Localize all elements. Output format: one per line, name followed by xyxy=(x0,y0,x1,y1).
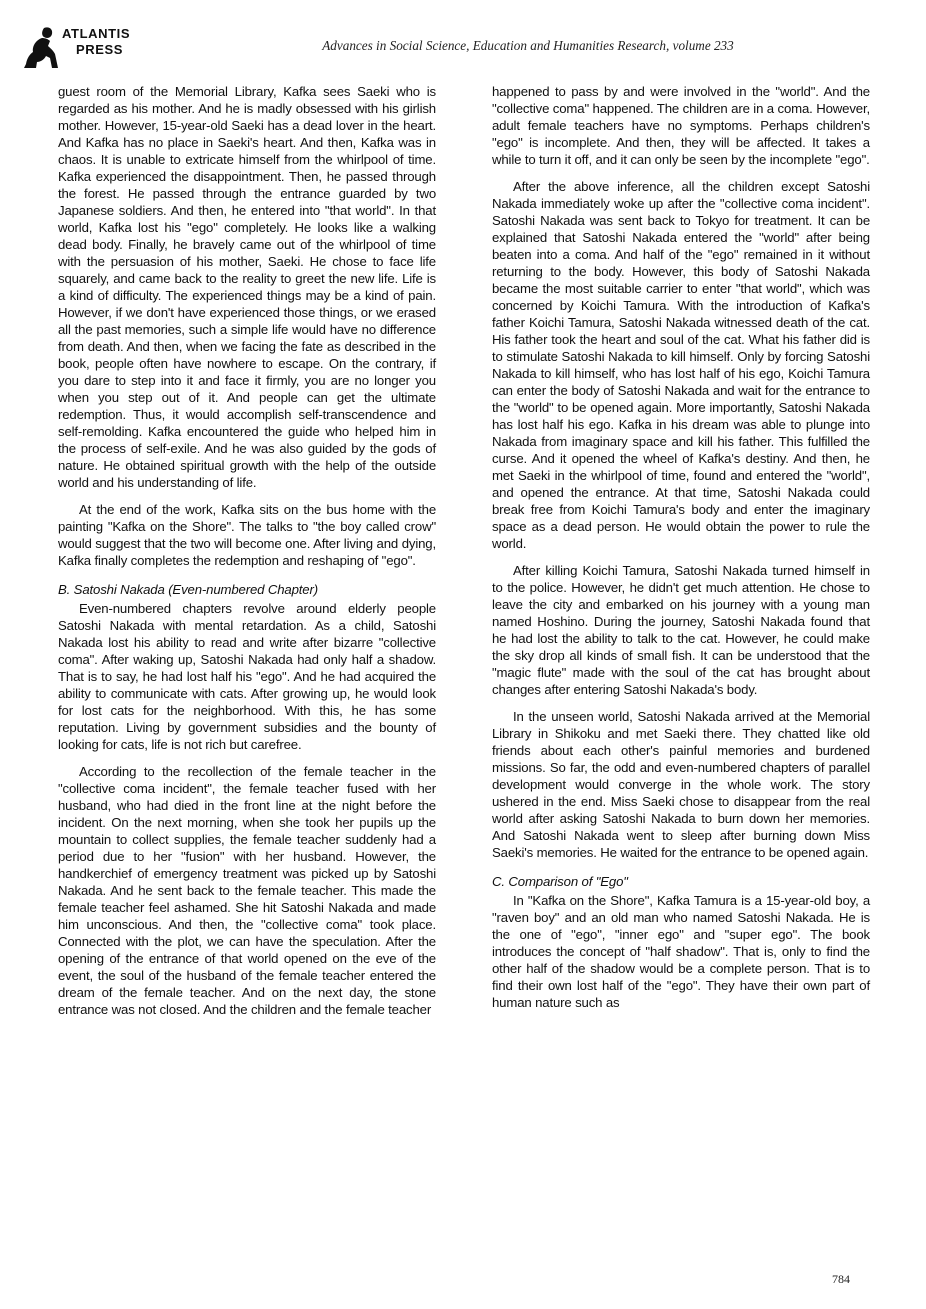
page-header xyxy=(0,0,926,75)
left-paragraph-4: According to the recollection of the female teacher in the "collective coma incident", the female teacher fused with her husband, who had died in the front line at the night before the incident. On the next morning, when she took her pupils up the mountain to collect supplies, the female teacher suddenly had a period due to her "fusion" with her husband. However, the handkerchief of emergency treatment was picked up by Satoshi Nakada. And he sent back to the female teacher. This made the female teacher feel ashamed. She hit Satoshi Nakada and made him unconscious. And then, the "collective coma" took place. Connected with the plot, we can have the speculation. After the opening of the entrance of that world opened on the eve of the event, the soul of the husband of the female teacher entered the dream of the female teacher. And on the next day, the stone entrance was not closed. And the children and the female teacher xyxy=(58,764,436,1017)
right-column xyxy=(492,83,870,1021)
left-column xyxy=(58,83,436,1028)
right-paragraph-1: happened to pass by and were involved in the "world". And the "collective coma" happened. The children are in a coma. However, adult female teachers have no symptoms. Perhaps children's "ego" is incomplete. And then, they will be affected. It takes a while to turn it off, and it can only be seen by the incomplete "ego". xyxy=(492,84,870,167)
section-heading-c: C. Comparison of "Ego" xyxy=(492,874,628,889)
journal-title: Advances in Social Science, Education and Humanities Research, volume 233 xyxy=(322,38,734,53)
atlantis-press-logo xyxy=(22,24,142,70)
right-paragraph-2: After the above inference, all the children except Satoshi Nakada immediately woke up after the "collective coma incident". Satoshi Nakada was sent back to Tokyo for treatment. It can be explained that Satoshi Nakada entered the "world" after being beaten into a coma. And half of the "ego" remained in it without returning to the body. However, this body of Satoshi Nakada became the most suitable carrier to enter "that world", which was concerned by Koichi Tamura. With the introduction of Kafka's father Koichi Tamura, Satoshi Nakada witnessed death of the cat. His father took the heart and soul of the cat. What his father did is to stimulate Satoshi Nakada to kill himself. Only by forcing Satoshi Nakada to kill himself, who has lost half of his ego, Koichi Tamura can enter the body of Satoshi Nakada and wait for the entrance to the "world" to be opened again. More importantly, Satoshi Nakada has lost half his ego. Kafka in his dream was able to plunge into Nakada from imaginary space and kill his father. This fulfilled the curse. And it opened the wheel of Kafka's destiny. And then, he met Saeki in the whirlpool of time, found and entered the "world", and opened the entrance. At that time, Satoshi Nakada could break free from Koichi Tamura's body and enter the imaginary space as a dead person. He would obtain the power to rule the world. xyxy=(492,179,870,551)
left-paragraph-2: At the end of the work, Kafka sits on the bus home with the painting "Kafka on the Shore". The talks to "the boy called crow" would suggest that the two will become one. After living and dying, Kafka finally completes the redemption and reshaping of "ego". xyxy=(58,502,436,568)
thinker-statue-icon xyxy=(22,24,62,70)
left-paragraph-1: guest room of the Memorial Library, Kafka sees Saeki who is regarded as his mother. And he is madly obsessed with his girlish mother. However, 15-year-old Saeki has a dead lover in the heart. And Kafka has no place in Saeki's heart. And then, Kafka was in chaos. It is unable to extricate himself from the whirlpool of time. Kafka experienced the disappointment. Then, he passed through the forest. He passed through the entrance guarded by two Japanese soldiers. And then, he entered into "that world". In that world, Kafka lost his "ego" completely. He looks like a walking dead body. Finally, he bravely came out of the whirlpool of time with the persuasion of his mother, Saeki. He chose to face life squarely, and came back to the reality to greet the new life. Life is a kind of difficulty. The experienced things may be a kind of pain. However, if we don't have experienced those things, or we erased all the past memories, such a simple life would have no difference from death. And then, when we facing the fate as described in the book, people often have nowhere to escape. On the contrary, if you dare to step into it and face it firmly, you are no longer you when you step out of it. And people can get the ultimate redemption. Thus, it would accomplish self-transcendence and self-remolding. Kafka encountered the guide who helped him in the process of self-exile. And he was also guided by the gods of nature. He obtained spiritual growth with the help of the outside world and his understanding of life. xyxy=(58,84,436,490)
page-number: 784 xyxy=(832,1272,850,1286)
right-paragraph-4: In the unseen world, Satoshi Nakada arrived at the Memorial Library in Shikoku and met Saeki there. They chatted like old friends about each other's painful memories and burdened missions. So far, the odd and even-numbered chapters of parallel development would converge in the whole work. The story ushered in the end. Miss Saeki chose to disappear from the real world after asking Satoshi Nakada to burn down her memories. And Satoshi Nakada went to sleep after burning down Miss Saeki's memories. He waited for the entrance to be opened again. xyxy=(492,709,870,860)
right-paragraph-3: After killing Koichi Tamura, Satoshi Nakada turned himself in to the police. However, he didn't get much attention. He chose to leave the city and embarked on his journey with a young man named Hoshino. During the journey, Satoshi Nakada found that he had lost the ability to talk to the cat. However, he could make the sky drop all kinds of small fish. It can be understood that the "magic flute" made with the soul of the cat has brought about changes after entering Satoshi Nakada's body. xyxy=(492,563,870,697)
logo-wordmark xyxy=(62,26,130,58)
left-paragraph-3: Even-numbered chapters revolve around elderly people Satoshi Nakada with mental retardation. As a child, Satoshi Nakada lost his ability to read and write after bizarre "collective coma". After waking up, Satoshi Nakada had only half a shadow. That is to say, he had lost half his "ego". And he had acquired the ability to communicate with cats. After growing up, he would look for lost cats for the neighborhood. With this, he has some reputation. Living by government subsidies and the bounty of looking for cats, life is not rich but carefree. xyxy=(58,601,436,752)
logo-line-press: PRESS xyxy=(76,42,124,57)
right-paragraph-5: In "Kafka on the Shore", Kafka Tamura is a 15-year-old boy, a "raven boy" and an old man who named Satoshi Nakada. He is the one of "ego", "inner ego" and "super ego". The book introduces the concept of "half shadow". That is, only to find the other half of the shadow would be a complete person. That is to find their own lost half of the "ego". They have their own part of human nature such as xyxy=(492,893,870,1010)
logo-line-atlantis: ATLANTIS xyxy=(62,26,131,41)
section-heading-b: B. Satoshi Nakada (Even-numbered Chapter) xyxy=(58,582,318,597)
